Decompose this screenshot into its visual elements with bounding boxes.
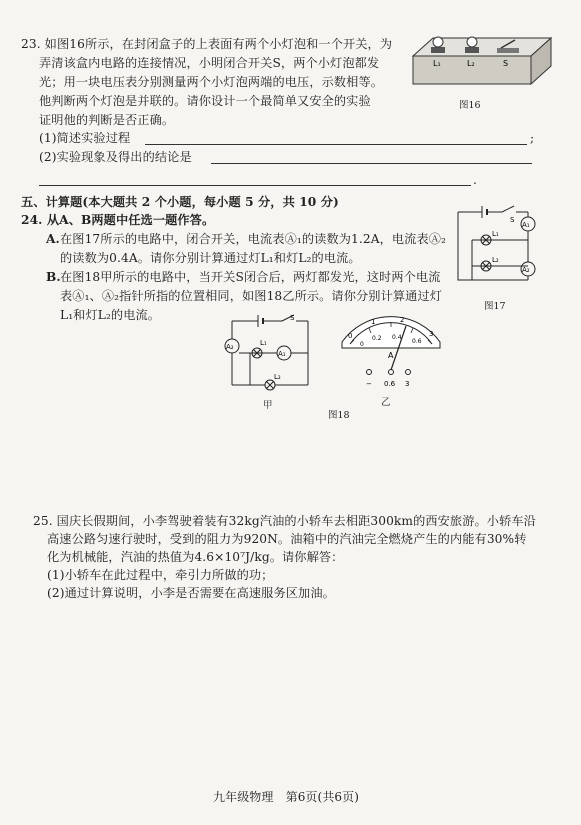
figure-18b-caption: 乙 — [381, 397, 391, 408]
figure-17-circuit — [452, 200, 544, 294]
q24-a-line-2: 的读数为0.4A。请你分别计算通过灯L₁和灯L₂的电流。 — [60, 251, 361, 265]
figure-16-caption: 图16 — [459, 100, 481, 111]
q25-line-3: 化为机械能，汽油的热值为4.6×10⁷J/kg。请你解答： — [47, 550, 344, 564]
figure-18a-caption: 甲 — [263, 400, 273, 411]
q24-a-label: A. — [46, 232, 60, 246]
figure-16-drawing — [405, 26, 555, 96]
meter-terminal-06: 0.6 — [384, 380, 396, 388]
q24-b-line-2: 表Ⓐ₁、Ⓐ₂指针所指的位置相同，如图18乙所示。请你分别计算通过灯 — [60, 289, 443, 303]
q24-a-line-1: 在图17所示的电路中，闭合开关，电流表Ⓐ₁的读数为1.2A，电流表Ⓐ₂ — [60, 232, 447, 246]
q23-part2-answer-line-2 — [39, 185, 471, 186]
q23-part1-semicolon: ; — [530, 131, 535, 145]
meter-bottom-0: 0 — [360, 341, 364, 348]
figure-16 — [405, 26, 555, 96]
fig18a-label-a2: A₂ — [226, 343, 234, 351]
fig17-label-l1: L₁ — [492, 230, 499, 238]
fig17-label-a1: A₁ — [522, 221, 530, 229]
fig16-label-s: S — [503, 59, 509, 68]
q24-b-line-3: L₁和灯L₂的电流。 — [60, 308, 161, 322]
page-footer: 九年级物理 第6页(共6页) — [213, 790, 360, 804]
meter-bottom-1: 0.2 — [372, 335, 382, 342]
fig17-label-l2: L₂ — [492, 256, 499, 264]
fig17-label-a2: A₂ — [522, 266, 530, 274]
q23-part2-period: . — [473, 173, 477, 187]
q23-part2-answer-line — [211, 163, 532, 164]
q24-b-label: B. — [46, 270, 61, 284]
q25-line-5: (2)通过计算说明，小李是否需要在高速服务区加油。 — [47, 586, 335, 600]
fig17-label-s: S — [510, 216, 515, 224]
figure-17 — [452, 200, 544, 294]
figure-18a-circuit — [212, 311, 314, 395]
q23-line-1: 23. 如图16所示，在封闭盒子的上表面有两个小灯泡和一个开关，为 — [21, 37, 393, 51]
fig16-label-l2: L₂ — [467, 59, 475, 68]
figure-18b — [336, 310, 446, 392]
fig18a-label-l1: L₁ — [260, 339, 267, 347]
q23-line-4: 他判断两个灯泡是并联的。请你设计一个最简单又安全的实验 — [39, 94, 371, 108]
q23-part1-label: (1)简述实验过程 — [39, 131, 131, 145]
q23-line-5: 证明他的判断是否正确。 — [39, 113, 175, 127]
q23-part2-label: (2)实验现象及得出的结论是 — [39, 150, 192, 164]
fig18a-label-s: S — [290, 314, 295, 322]
fig18a-label-l2: L₂ — [274, 373, 281, 381]
fig16-label-l1: L₁ — [433, 59, 441, 68]
section-5-heading: 五、计算题(本大题共 2 个小题，每小题 5 分，共 10 分) — [21, 195, 339, 209]
figure-18-caption: 图18 — [328, 410, 350, 421]
q25-line-2: 高速公路匀速行驶时，受到的阻力为920N。油箱中的汽油完全燃烧产生的内能有30%转 — [47, 532, 527, 546]
ammeter-dial — [336, 310, 446, 392]
figure-17-caption: 图17 — [484, 301, 506, 312]
meter-terminal-neg: − — [366, 380, 372, 388]
q23-line-3: 光；用一块电压表分别测量两个小灯泡两端的电压，示数相等。 — [39, 75, 384, 89]
q24-b-line-1: 在图18甲所示的电路中，当开关S闭合后，两灯都发光，这时两个电流 — [60, 270, 441, 284]
q23-line-2: 弄清该盒内电路的连接情况，小明闭合开关S，两个小灯泡都发 — [39, 56, 380, 70]
q25-line-4: (1)小轿车在此过程中，牵引力所做的功； — [47, 568, 274, 582]
meter-top-0: 0 — [348, 332, 353, 340]
fig18a-label-a1: A₁ — [278, 350, 286, 358]
q25-line-1: 25. 国庆长假期间，小李驾驶着装有32kg汽油的小轿车去相距300km的西安旅游。小轿车沿 — [33, 514, 536, 528]
q23-part1-answer-line — [145, 144, 527, 145]
figure-18a — [212, 311, 314, 395]
meter-unit: A — [388, 351, 394, 360]
meter-terminal-3: 3 — [405, 380, 410, 388]
meter-bottom-2: 0.4 — [392, 334, 402, 341]
meter-top-2: 2 — [400, 316, 405, 324]
meter-top-1: 1 — [371, 318, 376, 326]
q24-intro: 24. 从A、B两题中任选一题作答。 — [21, 213, 215, 227]
meter-top-3: 3 — [429, 330, 434, 338]
meter-bottom-3: 0.6 — [412, 338, 422, 345]
